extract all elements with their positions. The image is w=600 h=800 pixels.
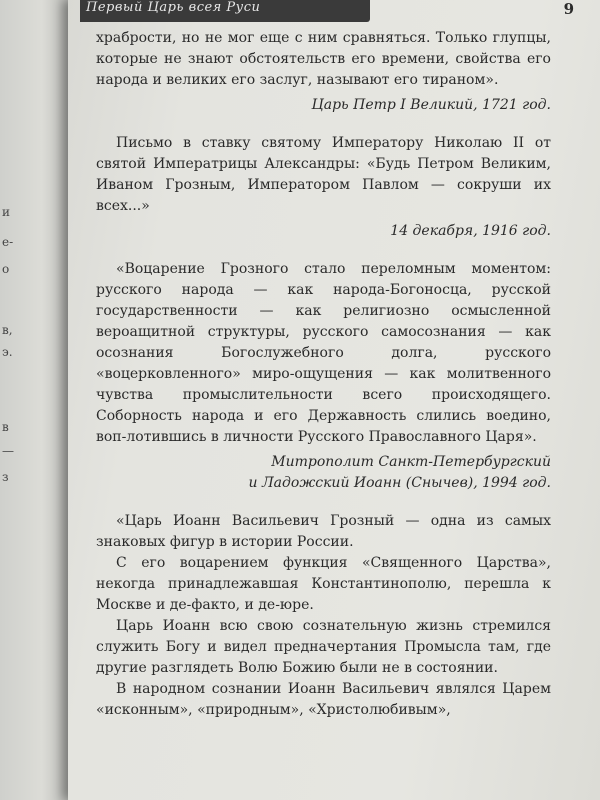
attribution-line-1: Митрополит Санкт-Петербургский — [271, 454, 551, 470]
left-page-fragment: о — [2, 262, 10, 276]
attribution: 14 декабря, 1916 год. — [390, 223, 551, 239]
attribution: Царь Петр I Великий, 1721 год. — [311, 97, 551, 113]
left-page-fragment: э. — [2, 345, 13, 359]
body-paragraph: Царь Иоанн всю свою сознательную жизнь стремился служить Богу и видел предначертания Промысла там, где другие разглядеть Волю Божию были не в состоянии. — [96, 618, 551, 676]
running-header — [80, 0, 580, 22]
spacer — [96, 242, 551, 259]
left-page-fragment: з — [2, 470, 9, 484]
left-page-fragment: е- — [2, 235, 14, 249]
left-page-edge — [0, 0, 70, 800]
left-page-fragment: в, — [2, 323, 13, 337]
page-body — [96, 28, 551, 721]
letter-quote: Письмо в ставку святому Императору Николаю II от святой Императрицы Александры: «Будь Петром Великим, Иваном Грозным, Императором Павлом — сокруши их всех...» — [96, 135, 551, 214]
book-page — [68, 0, 600, 800]
spacer — [96, 116, 551, 133]
spacer — [96, 494, 551, 511]
left-page-fragment: — — [2, 444, 14, 458]
metropolitan-quote: «Воцарение Грозного стало переломным моментом: русского народа — как народа-Богоносца, русской государственности — как религиозно осмысленной вероащитной структуры, русского самосознания — как осознания Богослужебного долга, русского «воцерковленного» миро-ощущения — как молитвенного чувства промыслительности всего происходящего. Соборность народа и его Державность слились воедино, воп-лотившись в личности Русского Православного Царя». — [96, 261, 551, 445]
left-page-fragment: в — [2, 420, 9, 434]
attribution-line-2: и Ладожский Иоанн (Снычев), 1994 год. — [248, 475, 551, 491]
left-page-fragment: и — [2, 205, 10, 219]
body-paragraph: В народном сознании Иоанн Васильевич являлся Царем «исконным», «природным», «Христолюбивым», — [96, 681, 551, 718]
body-paragraph: «Царь Иоанн Васильевич Грозный — одна из самых знаковых фигур в истории России. — [96, 513, 551, 550]
running-title: Первый Царь всея Руси — [86, 0, 261, 15]
body-paragraph: С его воцарением функция «Священного Царства», некогда принадлежавшая Константинополю, перешла к Москве и де-факто, и де-юре. — [96, 555, 551, 613]
page-number: 9 — [563, 0, 574, 18]
quote-continuation: храбрости, но не мог еще с ним сравняться. Только глупцы, которые не знают обстоятельств его времени, свойства его народа и великих его заслуг, называют его тираном». — [96, 30, 551, 88]
